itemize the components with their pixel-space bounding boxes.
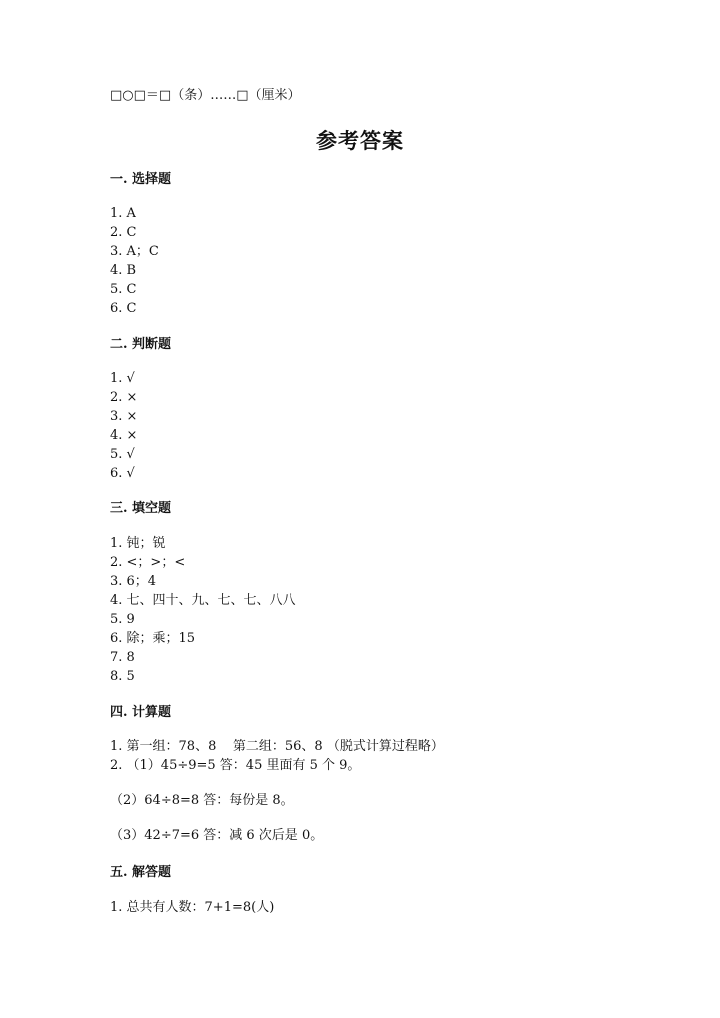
answer-item: 4. B <box>110 263 137 278</box>
answer-item: 2. <；>；< <box>110 555 186 570</box>
answer-item: （3）42÷7=6 答：减 6 次后是 0。 <box>110 828 324 843</box>
answer-item: 5. √ <box>110 447 135 462</box>
answer-item: 3. 6；4 <box>110 574 157 589</box>
answer-item: 2. （1）45÷9=5 答：45 里面有 5 个 9。 <box>110 758 361 773</box>
answer-item: 2. C <box>110 225 137 240</box>
section-heading-judgment: 二. 判断题 <box>110 337 172 352</box>
section-heading-fill-blank: 三. 填空题 <box>110 501 172 516</box>
answer-item: 5. C <box>110 282 137 297</box>
answer-item: 6. 除；乘；15 <box>110 631 196 646</box>
answer-item: 4. 七、四十、九、七、七、八八 <box>110 593 296 608</box>
formula-line: □○□＝□（条）……□（厘米） <box>110 88 301 103</box>
answer-item: 8. 5 <box>110 669 135 684</box>
answer-item: 4. × <box>110 428 138 443</box>
answer-item: 7. 8 <box>110 650 135 665</box>
answer-item: 1. A <box>110 206 136 221</box>
answer-item: 1. 钝；锐 <box>110 536 166 551</box>
answer-item: 2. × <box>110 390 138 405</box>
section-heading-word-problems: 五. 解答题 <box>110 865 172 880</box>
answer-item: 3. A；C <box>110 244 159 259</box>
answer-item: （2）64÷8=8 答：每份是 8。 <box>110 793 294 808</box>
page-title: 参考答案 <box>316 128 404 153</box>
section-heading-calculation: 四. 计算题 <box>110 705 172 720</box>
answer-item: 6. C <box>110 301 137 316</box>
answer-item: 1. 总共有人数：7+1=8(人) <box>110 900 275 915</box>
answer-item: 3. × <box>110 409 138 424</box>
section-heading-choice: 一. 选择题 <box>110 172 172 187</box>
answer-item: 6. √ <box>110 466 135 481</box>
answer-item: 1. 第一组：78、8 第二组：56、8 （脱式计算过程略） <box>110 739 444 754</box>
answer-item: 5. 9 <box>110 612 135 627</box>
answer-item: 1. √ <box>110 371 135 386</box>
